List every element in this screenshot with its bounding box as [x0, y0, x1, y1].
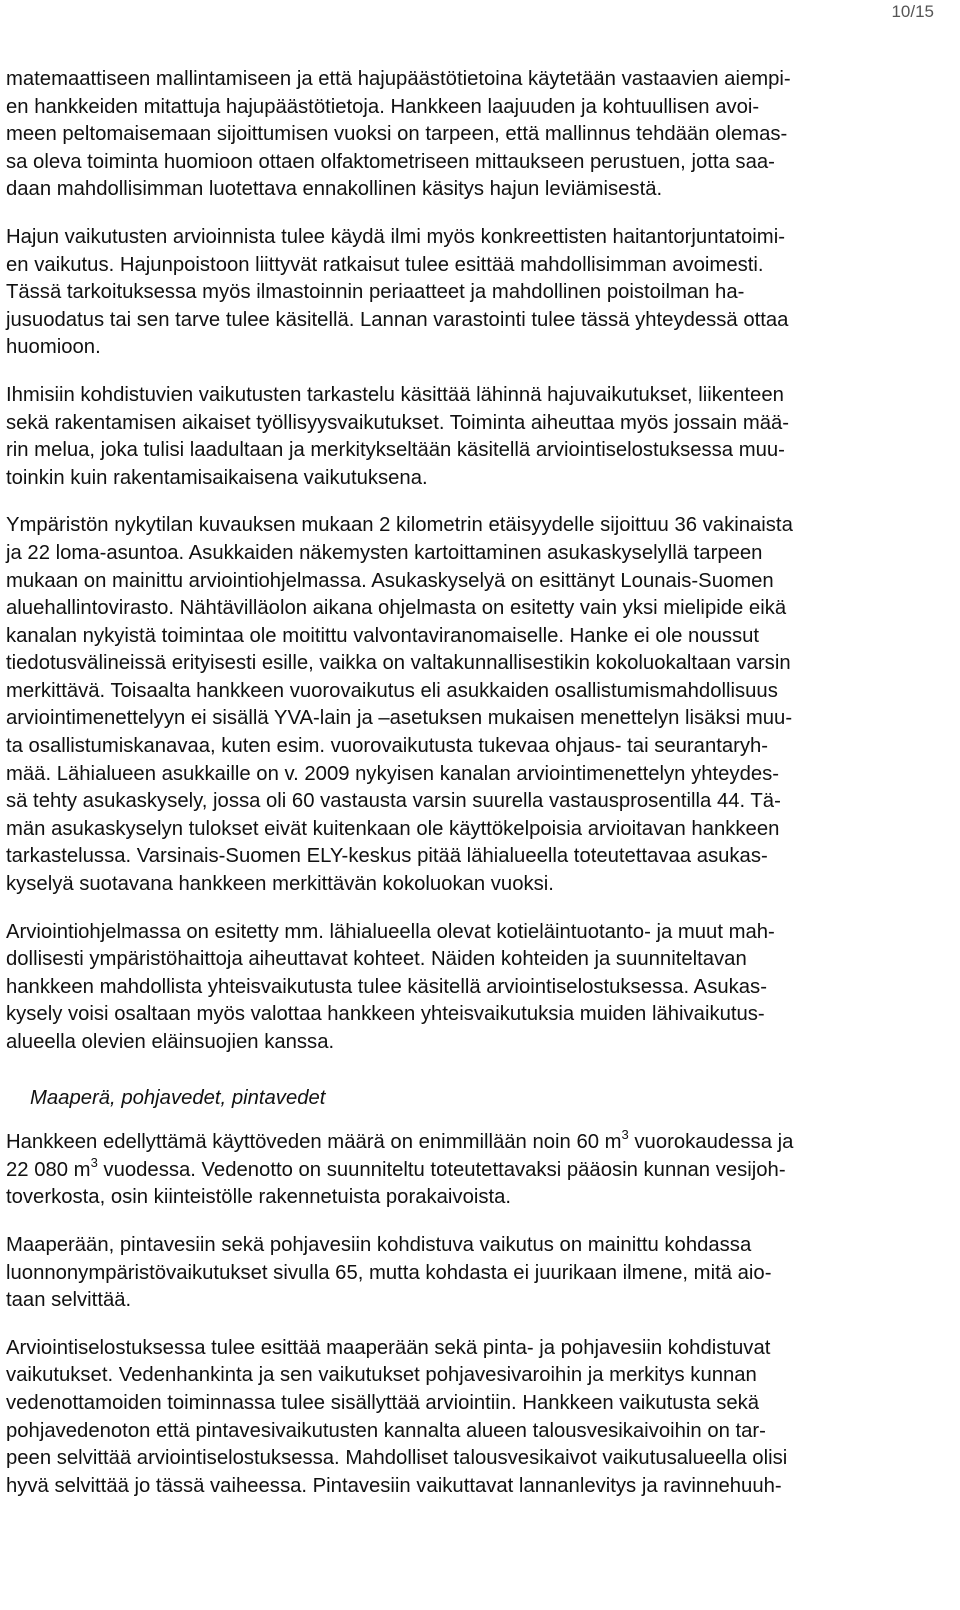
section-heading-soil-water: Maaperä, pohjavedet, pintavedet: [30, 1086, 326, 1109]
water-text-c: vuodessa. Vedenotto on suunniteltu toteutettavaksi pääosin kunnan vesijoh- toverkosta, osin kiinteistölle rakennetuista porakaivoista.: [6, 1158, 786, 1209]
paragraph-soil-impact: Maaperään, pintavesiin sekä pohjavesiin kohdistuva vaikutus on mainittu kohdassa luonnonympäristövaikutukset sivulla 65, mutta kohdasta ei juurikaan ilmene, mitä aio- taan selvittää.: [6, 1233, 772, 1312]
superscript-cubic: 3: [621, 1127, 629, 1143]
water-text-a: Hankkeen edellyttämä käyttöveden määrä on enimmillään noin 60 m: [6, 1131, 622, 1154]
page-number: 10/15: [891, 2, 934, 21]
paragraph-odour-mitigation: Hajun vaikutusten arvioinnista tulee käydä ilmi myös konkreettisten haitantorjuntatoimi- en vaikutus. Hajunpoistoon liittyvät ratkaisut tulee esittää mahdollisimman avoimesti. Tässä tarkoituksessa myös ilmastoinnin periaatteet ja mahdollinen poistoilman ha- jusuodatus tai sen tarve tulee käsitellä. Lannan varastointi tulee tässä yhteydessä ottaa huomioon.: [6, 225, 789, 359]
paragraph-water-consumption: [6, 1129, 950, 1212]
superscript-cubic-2: 3: [90, 1154, 98, 1170]
paragraph-cumulative-impacts: Arviointiohjelmassa on esitetty mm. lähialueella olevat kotieläintuotanto- ja muut mah- dollisesti ympäristöhaittoja aiheuttavat kohteet. Näiden kohteiden ja suunniteltavan hankkeen mahdollista yhteisvaikutusta tulee käsitellä arviointiselostuksessa. Asukas- kysely voisi osaltaan myös valottaa hankkeen yhteisvaikutuksia muiden lähivaikutus- alueella olevien eläinsuojien kanssa.: [6, 920, 775, 1053]
water-text-b: vuorokaudessa ja 22 080 m: [6, 1131, 794, 1181]
paragraph-residents-survey: Ympäristön nykytilan kuvauksen mukaan 2 kilometrin etäisyydelle sijoittuu 36 vakinaista ja 22 loma-asuntoa. Asukkaiden näkemysten kartoittaminen asukaskyselyllä tarpeen mukaan on mainittu arviointiohjelmassa. Asukaskyselyä on esittänyt Lounais-Suomen aluehallintovirasto. Nähtävilläolon aikana ohjelmasta on esitetty vain yksi mielipide eikä kanalan nykyistä toimintaa ole moitittu valvontaviranomaiselle. Hanke ei ole noussut tiedotusvälineissä erityisesti esille, vaikka on valtakunnallisestikin kokoluokaltaan varsin merkittävä. Toisaalta hankkeen vuorovaikutus eli asukkaiden osallistumismahdollisuus arviointimenettelyyn ei sisällä YVA-lain ja –asetuksen mukaisen menettelyn lisäksi muu- ta osallistumiskanavaa, kuten esim. vuorovaikutusta tukevaa ohjaus- tai seurantaryh- mää. Lähialueen asukkaille on v. 2009 nykyisen kanalan arviointimenettelyn yhteydes- sä tehty asukaskysely, jossa oli 60 vastausta varsin suurella vastausprosentilla 44. Tä- män asukaskyselyn tulokset eivät kuitenkaan ole käyttökelpoisia arvioitavan hankkeen tarkastelussa. Varsinais-Suomen ELY-keskus pitää lähialueella toteutettavaa asukas- kyselyä suotavana hankkeen merkittävän kokoluokan vuoksi.: [6, 514, 793, 896]
paragraph-human-impacts: Ihmisiin kohdistuvien vaikutusten tarkastelu käsittää lähinnä hajuvaikutukset, liikenteen sekä rakentamisen aikaiset työllisyysvaikutukset. Toiminta aiheuttaa myös jossain mää- rin melua, joka tulisi laadultaan ja merkitykseltään käsitellä arviointiselostuksessa muu- toinkin kuin rakentamisaikaisena vaikutuksena.: [6, 383, 790, 489]
paragraph-assessment-requirements: Arviointiselostuksessa tulee esittää maaperään sekä pinta- ja pohjavesiin kohdistuvat vaikutukset. Vedenhankinta ja sen vaikutukset pohjavesivaroihin ja merkitys kunnan vedenottamoiden toiminnassa tulee sisällyttää arviointiin. Hankkeen vaikutusta sekä pohjavedenoton että pintavesivaikutusten kannalta alueen talousvesikaivoihin on tar- peen selvittää arviointiselostuksessa. Mahdolliset talousvesikaivot vaikutusalueella olisi hyvä selvittää jo tässä vaiheessa. Pintavesiin vaikuttavat lannanlevitys ja ravinnehuuh-: [6, 1336, 788, 1497]
paragraph-odour-modelling: matemaattiseen mallintamiseen ja että hajupäästötietoina käytetään vastaavien aiempi- en hankkeiden mitattuja hajupäästötietoja. Hankkeen laajuuden ja kohtuullisen avoi- meen peltomaisemaan sijoittumisen vuoksi on tarpeen, että mallinnus tehdään olemas- sa oleva toiminta huomioon ottaen olfaktometriseen mittaukseen perustuen, jotta saa- daan mahdollisimman luotettava ennakollinen käsitys hajun leviämisestä.: [6, 68, 791, 201]
document-body: [6, 66, 950, 1520]
